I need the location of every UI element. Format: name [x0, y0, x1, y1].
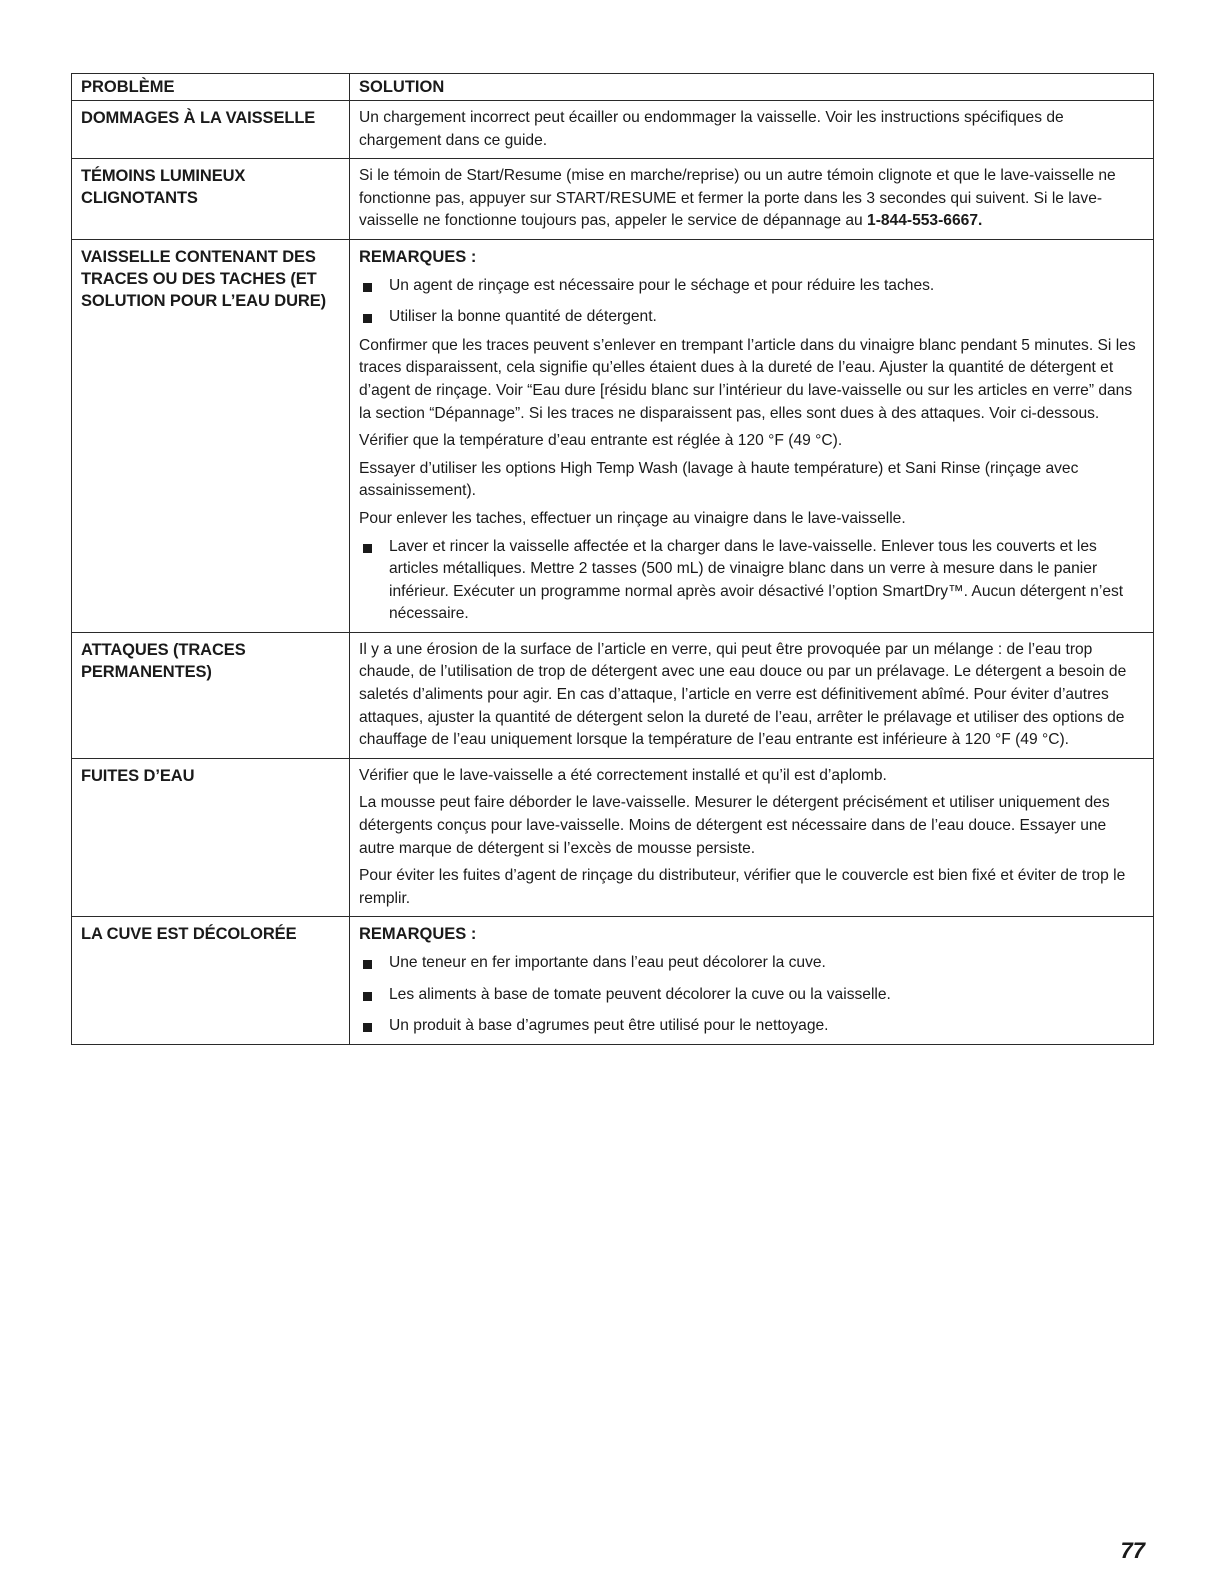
table-row [72, 159, 1154, 240]
square-bullet-icon [363, 314, 372, 323]
remarks-list [359, 275, 1144, 329]
header-problem: PROBLÈME [72, 74, 350, 101]
solution-paragraph: Un chargement incorrect peut écailler ou endommager la vaisselle. Voir les instructions spécifiques de chargement dans ce guide. [359, 109, 1064, 149]
problem-cell: VAISSELLE CONTENANT DES TRACES OU DES TACHES (ET SOLUTION POUR L’EAU DURE) [72, 239, 350, 632]
problem-cell: ATTAQUES (TRACES PERMANENTES) [72, 632, 350, 758]
list-item [359, 1015, 1144, 1038]
solution-cell [350, 159, 1154, 240]
header-solution: SOLUTION [350, 74, 1154, 101]
troubleshooting-table [71, 73, 1154, 1045]
square-bullet-icon [363, 992, 372, 1001]
remarks-list [359, 952, 1144, 1038]
square-bullet-icon [363, 283, 372, 292]
square-bullet-icon [363, 960, 372, 969]
square-bullet-icon [363, 1023, 372, 1032]
list-item [359, 275, 1144, 298]
solution-cell [350, 239, 1154, 632]
solution-paragraph: Pour enlever les taches, effectuer un rinçage au vinaigre dans le lave-vaisselle. [359, 509, 906, 527]
solution-paragraph: Il y a une érosion de la surface de l’article en verre, qui peut être provoquée par un mélange : de l’eau trop chaude, de l’utilisation de trop de détergent avec une eau douce ou par un prélavage. Le détergent a besoin de saletés d’aliments pour agir. En cas d’attaque, l’article en verre est définitivement abîmé. Pour éviter d’autres attaques, ajuster la quantité de détergent selon la dureté de l’eau, arrêter le prélavage et utiliser des options de chauffage de l’eau uniquement lorsque la température de l’eau entrante est inférieure à 120 °F (49 °C). [359, 640, 1127, 749]
solution-paragraph: La mousse peut faire déborder le lave-vaisselle. Mesurer le détergent précisément et utiliser uniquement des détergents conçus pour lave-vaisselle. Moins de détergent est nécessaire dans de l’eau douce. Essayer une autre marque de détergent si l’excès de mousse persiste. [359, 794, 1110, 857]
list-item [359, 306, 1144, 329]
solution-paragraph: Vérifier que le lave-vaisselle a été correctement installé et qu’il est d’aplomb. [359, 766, 887, 784]
vinegar-rinse-list [359, 536, 1144, 626]
solution-paragraph: Vérifier que la température d’eau entrante est réglée à 120 °F (49 °C). [359, 432, 843, 450]
remarks-heading: REMARQUES : [359, 247, 477, 266]
list-item [359, 536, 1144, 626]
solution-cell [350, 101, 1154, 159]
remarks-heading: REMARQUES : [359, 925, 477, 944]
list-item-text: Laver et rincer la vaisselle affectée et la charger dans le lave-vaisselle. Enlever tous les couverts et les articles métalliques. Mettre 2 tasses (500 mL) de vinaigre blanc dans un verre à mesure dans le panier inférieur. Exécuter un programme normal après avoir désactivé l’option SmartDry™. Aucun détergent n’est nécessaire. [389, 537, 1124, 623]
solution-paragraph [359, 165, 1144, 233]
table-row [72, 632, 1154, 758]
list-item-text: Un agent de rinçage est nécessaire pour le séchage et pour réduire les taches. [389, 276, 935, 294]
square-bullet-icon [363, 544, 372, 553]
table-row [72, 917, 1154, 1044]
problem-cell: LA CUVE EST DÉCOLORÉE [72, 917, 350, 1044]
solution-paragraph: Essayer d’utiliser les options High Temp Wash (lavage à haute température) et Sani Rinse (rinçage avec assainissement). [359, 459, 1079, 500]
problem-cell: DOMMAGES À LA VAISSELLE [72, 101, 350, 159]
solution-cell [350, 758, 1154, 917]
list-item [359, 984, 1144, 1007]
solution-cell [350, 917, 1154, 1044]
solution-paragraph: Pour éviter les fuites d’agent de rinçage du distributeur, vérifier que le couvercle est bien fixé et éviter de trop le remplir. [359, 867, 1126, 907]
list-item-text: Un produit à base d’agrumes peut être utilisé pour le nettoyage. [389, 1017, 829, 1035]
list-item-text: Utiliser la bonne quantité de détergent. [389, 308, 657, 326]
list-item-text: Une teneur en fer importante dans l’eau peut décolorer la cuve. [389, 954, 826, 971]
list-item-text: Les aliments à base de tomate peuvent décolorer la cuve ou la vaisselle. [389, 985, 891, 1003]
page-number: 77 [1120, 1538, 1145, 1563]
solution-cell [350, 632, 1154, 758]
list-item [359, 952, 1144, 975]
solution-paragraph: Confirmer que les traces peuvent s’enlever en trempant l’article dans du vinaigre blanc pendant 5 minutes. Si les traces disparaissent, cela signifie qu’elles étaient dues à la dureté de l’eau. Ajuster la quantité de détergent et d’agent de rinçage. Voir “Eau dure [résidu blanc sur l’intérieur du lave-vaisselle ou sur les articles en verre” dans la section “Dépannage”. Si les traces ne disparaissent pas, elles sont dues à des attaques. Voir ci-dessous. [359, 336, 1136, 422]
table-row [72, 239, 1154, 632]
table-row [72, 758, 1154, 917]
table-header-row [72, 74, 1154, 101]
table-row [72, 101, 1154, 159]
problem-cell: FUITES D’EAU [72, 758, 350, 917]
service-phone-number: 1-844-553-6667. [867, 212, 983, 230]
problem-cell: TÉMOINS LUMINEUX CLIGNOTANTS [72, 159, 350, 240]
solution-text: Si le témoin de Start/Resume (mise en marche/reprise) ou un autre témoin clignote et que le lave-vaisselle ne fonctionne pas, appuyer sur START/RESUME et fermer la porte dans les 3 secondes qui suivent. Si le lave-vaisselle ne fonctionne toujours pas, appeler le service de dépannage au [359, 167, 1116, 230]
